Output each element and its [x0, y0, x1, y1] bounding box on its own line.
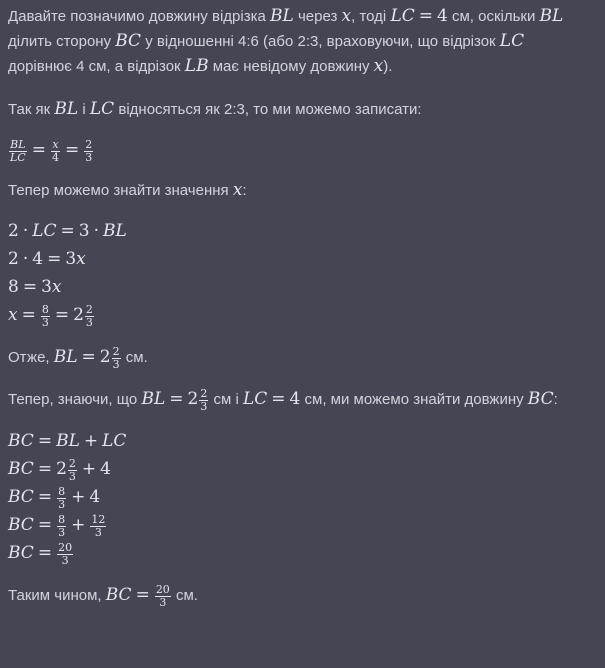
text: має невідому довжину	[208, 58, 374, 75]
math-bl: BL	[270, 6, 294, 26]
fraction: $\frac{2}{3}$	[68, 456, 76, 483]
math-bl: BL	[539, 6, 564, 26]
find-bc-paragraph: Тепер, знаючи, що BL = 2 $\frac{2}{3}$ см і LC = 4 см, ми можемо знайти довжину BC:	[8, 386, 558, 413]
math-equals: =	[418, 6, 433, 26]
fraction: $\frac{BL}{LC}$	[10, 137, 26, 164]
fraction: $\frac{x}{4}$	[51, 137, 59, 164]
fraction: $\frac{8}{3}$	[58, 484, 66, 511]
solve-x-equations	[8, 217, 597, 329]
equation-line: BC = $\frac{20}{3}$	[8, 540, 73, 567]
text: :	[242, 182, 247, 199]
text: см і	[209, 391, 243, 408]
intro-paragraph	[8, 4, 597, 79]
fraction: $\frac{2}{3}$	[112, 344, 120, 371]
math-x: x	[232, 180, 243, 200]
math-x: x	[341, 6, 352, 26]
math-lb: LB	[184, 56, 209, 76]
text: Тепер, знаючи, що	[8, 391, 142, 408]
math-bc: BC	[115, 31, 142, 51]
text: Так як	[8, 101, 55, 118]
text: Тепер можемо знайти значення	[8, 182, 233, 199]
text: і	[78, 101, 90, 118]
math-number: 4	[436, 6, 448, 26]
fraction: $\frac{20}{3}$	[58, 540, 73, 567]
equation-line: 2 · 4 = 3x	[8, 249, 86, 269]
fraction: $\frac{2}{3}$	[85, 302, 93, 329]
text: , тоді	[351, 8, 391, 25]
find-x-paragraph	[8, 178, 597, 203]
math-lc: LC	[89, 99, 115, 119]
equation-line: x = $\frac{8}{3}$ = 2 $\frac{2}{3}$	[8, 302, 93, 329]
fraction: $\frac{8}{3}$	[58, 512, 66, 539]
ratio-paragraph	[8, 97, 597, 122]
text: см.	[121, 349, 148, 366]
bl-result-paragraph: Отже, BL = 2 $\frac{2}{3}$ см.	[8, 344, 148, 371]
text: ).	[383, 58, 393, 75]
text: відносяться як 2:3, то ми можемо записати:	[114, 101, 422, 118]
equation-line: BC = $\frac{8}{3}$ + 4	[8, 484, 101, 511]
equation-line: BC = $\frac{8}{3}$ + $\frac{12}{3}$	[8, 512, 106, 539]
equation-line: 8 = 3x	[8, 277, 62, 297]
math-lc: LC	[390, 6, 415, 26]
fraction: $\frac{8}{3}$	[41, 302, 49, 329]
equation-line: 2 · LC = 3 · BL	[8, 221, 127, 241]
fraction: $\frac{12}{3}$	[91, 512, 106, 539]
fraction: $\frac{2}{3}$	[200, 386, 208, 413]
text: ділить сторону	[8, 33, 116, 50]
bc-equations	[8, 427, 597, 567]
equation-line: BC = BL + LC	[8, 431, 127, 451]
text: :	[553, 391, 558, 408]
text: Таким чином,	[8, 587, 106, 604]
equation-line: BC = 2 $\frac{2}{3}$ + 4	[8, 456, 111, 483]
fraction: $\frac{2}{3}$	[85, 137, 93, 164]
conclusion-paragraph: Таким чином, BC = $\frac{20}{3}$ см.	[8, 582, 198, 609]
math-x: x	[373, 56, 384, 76]
text: Давайте позначимо довжину відрізка	[8, 8, 270, 25]
text: у відношенні 4:6 (або 2:3, враховуючи, що відрізок	[141, 33, 500, 50]
math-lc: LC	[499, 31, 525, 51]
text: дорівнює 4 см, а відрізок	[8, 58, 185, 75]
text: Отже,	[8, 349, 54, 366]
text: см.	[171, 587, 198, 604]
text: через	[293, 8, 342, 25]
ratio-equation: $\frac{BL}{LC}$ = $\frac{x}{4}$ = $\frac{2}{3}$	[10, 137, 93, 164]
fraction: $\frac{20}{3}$	[155, 582, 170, 609]
text: см, ми можемо знайти довжину	[300, 391, 528, 408]
text: см, оскільки	[447, 8, 540, 25]
math-bl: BL	[54, 99, 79, 119]
